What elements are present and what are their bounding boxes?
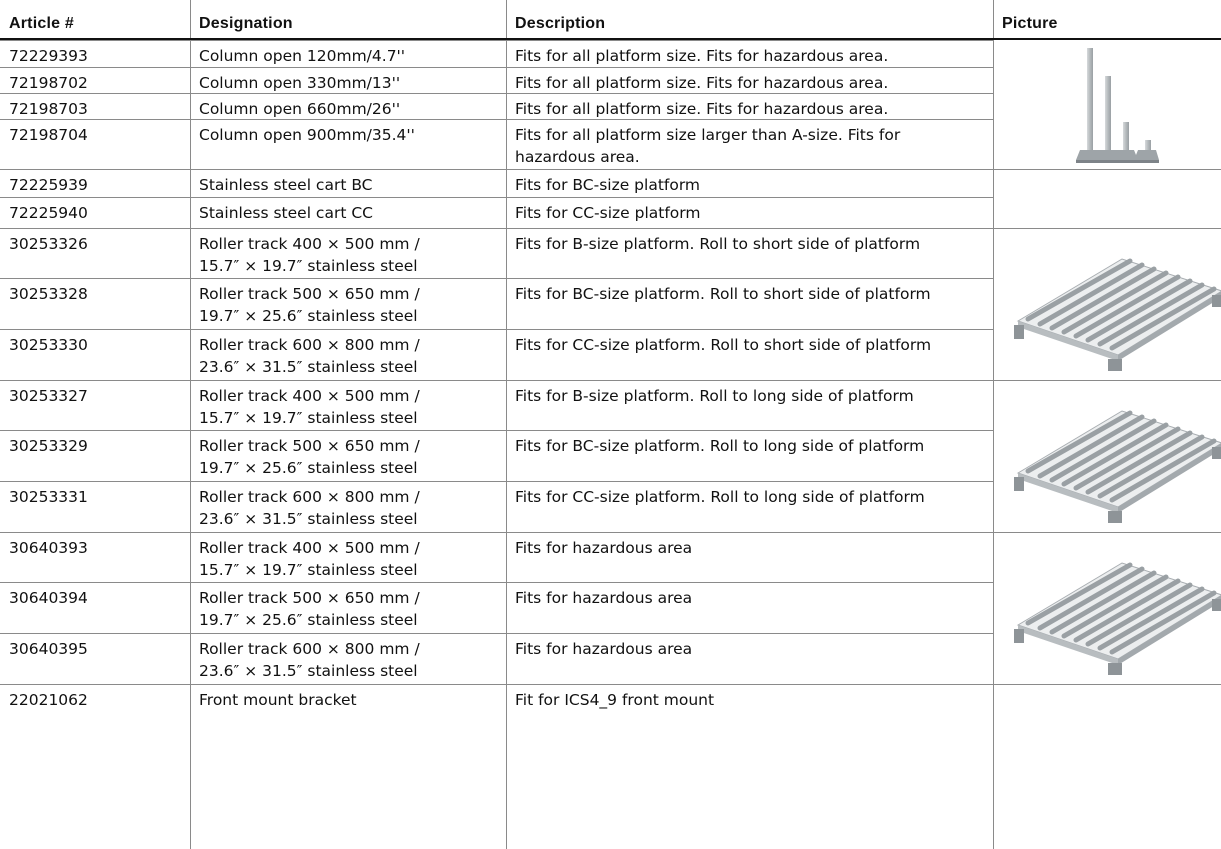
- article-number: 30253331: [9, 488, 88, 506]
- columns-picture-icon: [994, 40, 1221, 169]
- description: Fit for ICS4_9 front mount: [506, 685, 993, 849]
- description: Fits for hazardous area: [506, 533, 993, 582]
- article-number: 30253330: [9, 336, 88, 354]
- description: Fits for CC-size platform. Roll to short side of platform: [506, 330, 993, 380]
- description: Fits for hazardous area: [506, 634, 993, 684]
- designation: Stainless steel cart CC: [190, 198, 506, 228]
- article-number: 30640394: [9, 589, 88, 607]
- designation: Roller track 400 × 500 mm / 15.7″ × 19.7″ stainless steel: [190, 533, 506, 582]
- description: Fits for all platform size. Fits for hazardous area.: [506, 68, 993, 93]
- article-number: 30640393: [9, 539, 88, 557]
- designation: Roller track 500 × 650 mm / 19.7″ × 25.6″ stainless steel: [190, 279, 506, 329]
- article-number: 72198704: [9, 126, 88, 144]
- table-header: [0, 0, 1221, 40]
- header-article: Article #: [9, 15, 74, 32]
- description: Fits for all platform size. Fits for hazardous area.: [506, 94, 993, 119]
- article-number: 72225940: [9, 204, 88, 222]
- article-number: 72198702: [9, 74, 88, 92]
- article-number: 22021062: [9, 691, 88, 709]
- designation: Roller track 500 × 650 mm / 19.7″ × 25.6″ stainless steel: [190, 431, 506, 481]
- designation: Roller track 500 × 650 mm / 19.7″ × 25.6″ stainless steel: [190, 583, 506, 633]
- description: Fits for hazardous area: [506, 583, 993, 633]
- picture-cell-columns: [993, 40, 1221, 169]
- designation: Roller track 400 × 500 mm / 15.7″ × 19.7″ stainless steel: [190, 229, 506, 278]
- article-number: 72225939: [9, 176, 88, 194]
- picture-cell-roller-long: [993, 380, 1221, 532]
- article-number: 72229393: [9, 47, 88, 65]
- description: Fits for CC-size platform: [506, 198, 993, 228]
- designation: Column open 330mm/13'': [190, 68, 506, 93]
- roller-track-long-side-picture-icon: [994, 381, 1221, 533]
- header-designation: Designation: [190, 0, 506, 38]
- picture-cell-roller-hazardous: [993, 532, 1221, 684]
- designation: Roller track 400 × 500 mm / 15.7″ × 19.7″ stainless steel: [190, 381, 506, 430]
- article-number: 72198703: [9, 100, 88, 118]
- header-description: Description: [506, 0, 993, 38]
- description: Fits for B-size platform. Roll to long side of platform: [506, 381, 993, 430]
- designation: Column open 900mm/35.4'': [190, 120, 506, 169]
- designation: Stainless steel cart BC: [190, 170, 506, 197]
- description: Fits for BC-size platform. Roll to short side of platform: [506, 279, 993, 329]
- designation: Roller track 600 × 800 mm / 23.6″ × 31.5″ stainless steel: [190, 482, 506, 532]
- description: Fits for B-size platform. Roll to short side of platform: [506, 229, 993, 278]
- designation: Roller track 600 × 800 mm / 23.6″ × 31.5″ stainless steel: [190, 634, 506, 684]
- article-number: 30640395: [9, 640, 88, 658]
- picture-cell-roller-short: [993, 228, 1221, 380]
- article-number: 30253327: [9, 387, 88, 405]
- designation: Roller track 600 × 800 mm / 23.6″ × 31.5″ stainless steel: [190, 330, 506, 380]
- article-number: 30253328: [9, 285, 88, 303]
- designation: Column open 660mm/26'': [190, 94, 506, 119]
- description: Fits for all platform size. Fits for hazardous area.: [506, 41, 993, 67]
- picture-cell-empty: [993, 169, 1221, 228]
- article-number: 30253326: [9, 235, 88, 253]
- description: Fits for CC-size platform. Roll to long side of platform: [506, 482, 993, 532]
- description: Fits for BC-size platform. Roll to long side of platform: [506, 431, 993, 481]
- designation: Column open 120mm/4.7'': [190, 41, 506, 67]
- header-picture: Picture: [993, 0, 1221, 38]
- description: Fits for BC-size platform: [506, 170, 993, 197]
- designation: Front mount bracket: [190, 685, 506, 849]
- roller-track-short-side-picture-icon: [994, 229, 1221, 381]
- article-number: 30253329: [9, 437, 88, 455]
- picture-cell-empty: [993, 684, 1221, 849]
- roller-track-hazardous-picture-icon: [994, 533, 1221, 685]
- description: Fits for all platform size larger than A-size. Fits for hazardous area.: [506, 120, 993, 169]
